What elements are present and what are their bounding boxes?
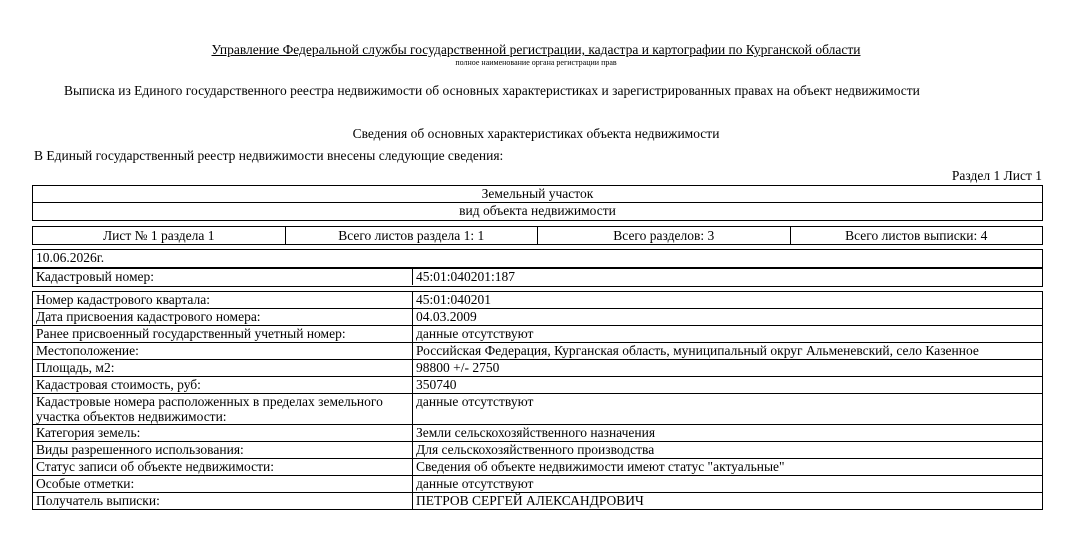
row-value: ПЕТРОВ СЕРГЕЙ АЛЕКСАНДРОВИЧ <box>416 493 644 508</box>
row-label: Особые отметки: <box>33 476 413 492</box>
table-row <box>33 376 1042 393</box>
row-value: Для сельскохозяйственного производства <box>416 442 655 457</box>
total-section-sheets: Всего листов раздела 1: 1 <box>285 227 538 244</box>
row-label: Статус записи об объекте недвижимости: <box>33 459 413 475</box>
row-value: данные отсутствуют <box>416 394 534 409</box>
total-extract-sheets: Всего листов выписки: 4 <box>790 227 1043 244</box>
cadastral-number-label: Кадастровый номер: <box>33 269 413 285</box>
cadastral-number-value: 45:01:040201:187 <box>416 269 516 284</box>
table-row <box>33 342 1042 359</box>
row-value: 98800 +/- 2750 <box>416 360 500 375</box>
row-value: Российская Федерация, Курганская область, муниципальный округ Альменевский, село Казенное <box>416 343 979 358</box>
total-sections: Всего разделов: 3 <box>537 227 790 244</box>
row-label: Кадастровые номера расположенных в пределах земельного участка объектов недвижимости: <box>33 394 413 424</box>
table-row <box>33 359 1042 376</box>
section-title: Сведения об основных характеристиках объекта недвижимости <box>352 126 720 141</box>
object-type-caption: вид объекта недвижимости <box>33 202 1042 219</box>
table-row <box>33 393 1042 424</box>
row-value: данные отсутствуют <box>416 476 534 491</box>
row-label: Виды разрешенного использования: <box>33 442 413 458</box>
table-row <box>33 308 1042 325</box>
extract-date: 10.06.2026г. <box>33 250 1042 268</box>
row-label: Категория земель: <box>33 425 413 441</box>
row-label: Кадастровая стоимость, руб: <box>33 377 413 393</box>
cadastral-number-row <box>33 268 1042 285</box>
date-cadastral-box <box>32 249 1043 287</box>
table-row <box>33 492 1042 509</box>
sheet-number: Лист № 1 раздела 1 <box>102 228 215 243</box>
object-type: Земельный участок <box>481 186 594 201</box>
section-reference: Раздел 1 Лист 1 <box>951 168 1042 183</box>
row-value: 45:01:040201 <box>416 292 492 307</box>
table-row <box>33 441 1042 458</box>
row-label: Ранее присвоенный государственный учетный номер: <box>33 326 413 342</box>
agency-caption: полное наименование органа регистрации прав <box>455 58 617 67</box>
row-value: 350740 <box>416 377 457 392</box>
row-label: Получатель выписки: <box>33 493 413 509</box>
table-row <box>33 458 1042 475</box>
row-value: данные отсутствуют <box>416 326 534 341</box>
agency-name: Управление Федеральной службы государственной регистрации, кадастра и картографии по Курганской области <box>211 42 861 57</box>
row-value: Сведения об объекте недвижимости имеют статус "актуальные" <box>416 459 785 474</box>
row-value: 04.03.2009 <box>416 309 477 324</box>
characteristics-table <box>32 291 1043 510</box>
row-label: Номер кадастрового квартала: <box>33 292 413 308</box>
object-type-box <box>32 185 1043 221</box>
table-row <box>33 475 1042 492</box>
sheet-info-box <box>32 226 1043 245</box>
row-value: Земли сельскохозяйственного назначения <box>416 425 656 440</box>
table-row <box>33 424 1042 441</box>
table-row <box>33 292 1042 308</box>
intro-text: В Единый государственный реестр недвижимости внесены следующие сведения: <box>34 148 504 163</box>
row-label: Площадь, м2: <box>33 360 413 376</box>
extract-title: Выписка из Единого государственного реестра недвижимости об основных характеристиках и зарегистрированных правах на объект недвижимости <box>64 83 920 98</box>
row-label: Дата присвоения кадастрового номера: <box>33 309 413 325</box>
table-row <box>33 325 1042 342</box>
row-label: Местоположение: <box>33 343 413 359</box>
